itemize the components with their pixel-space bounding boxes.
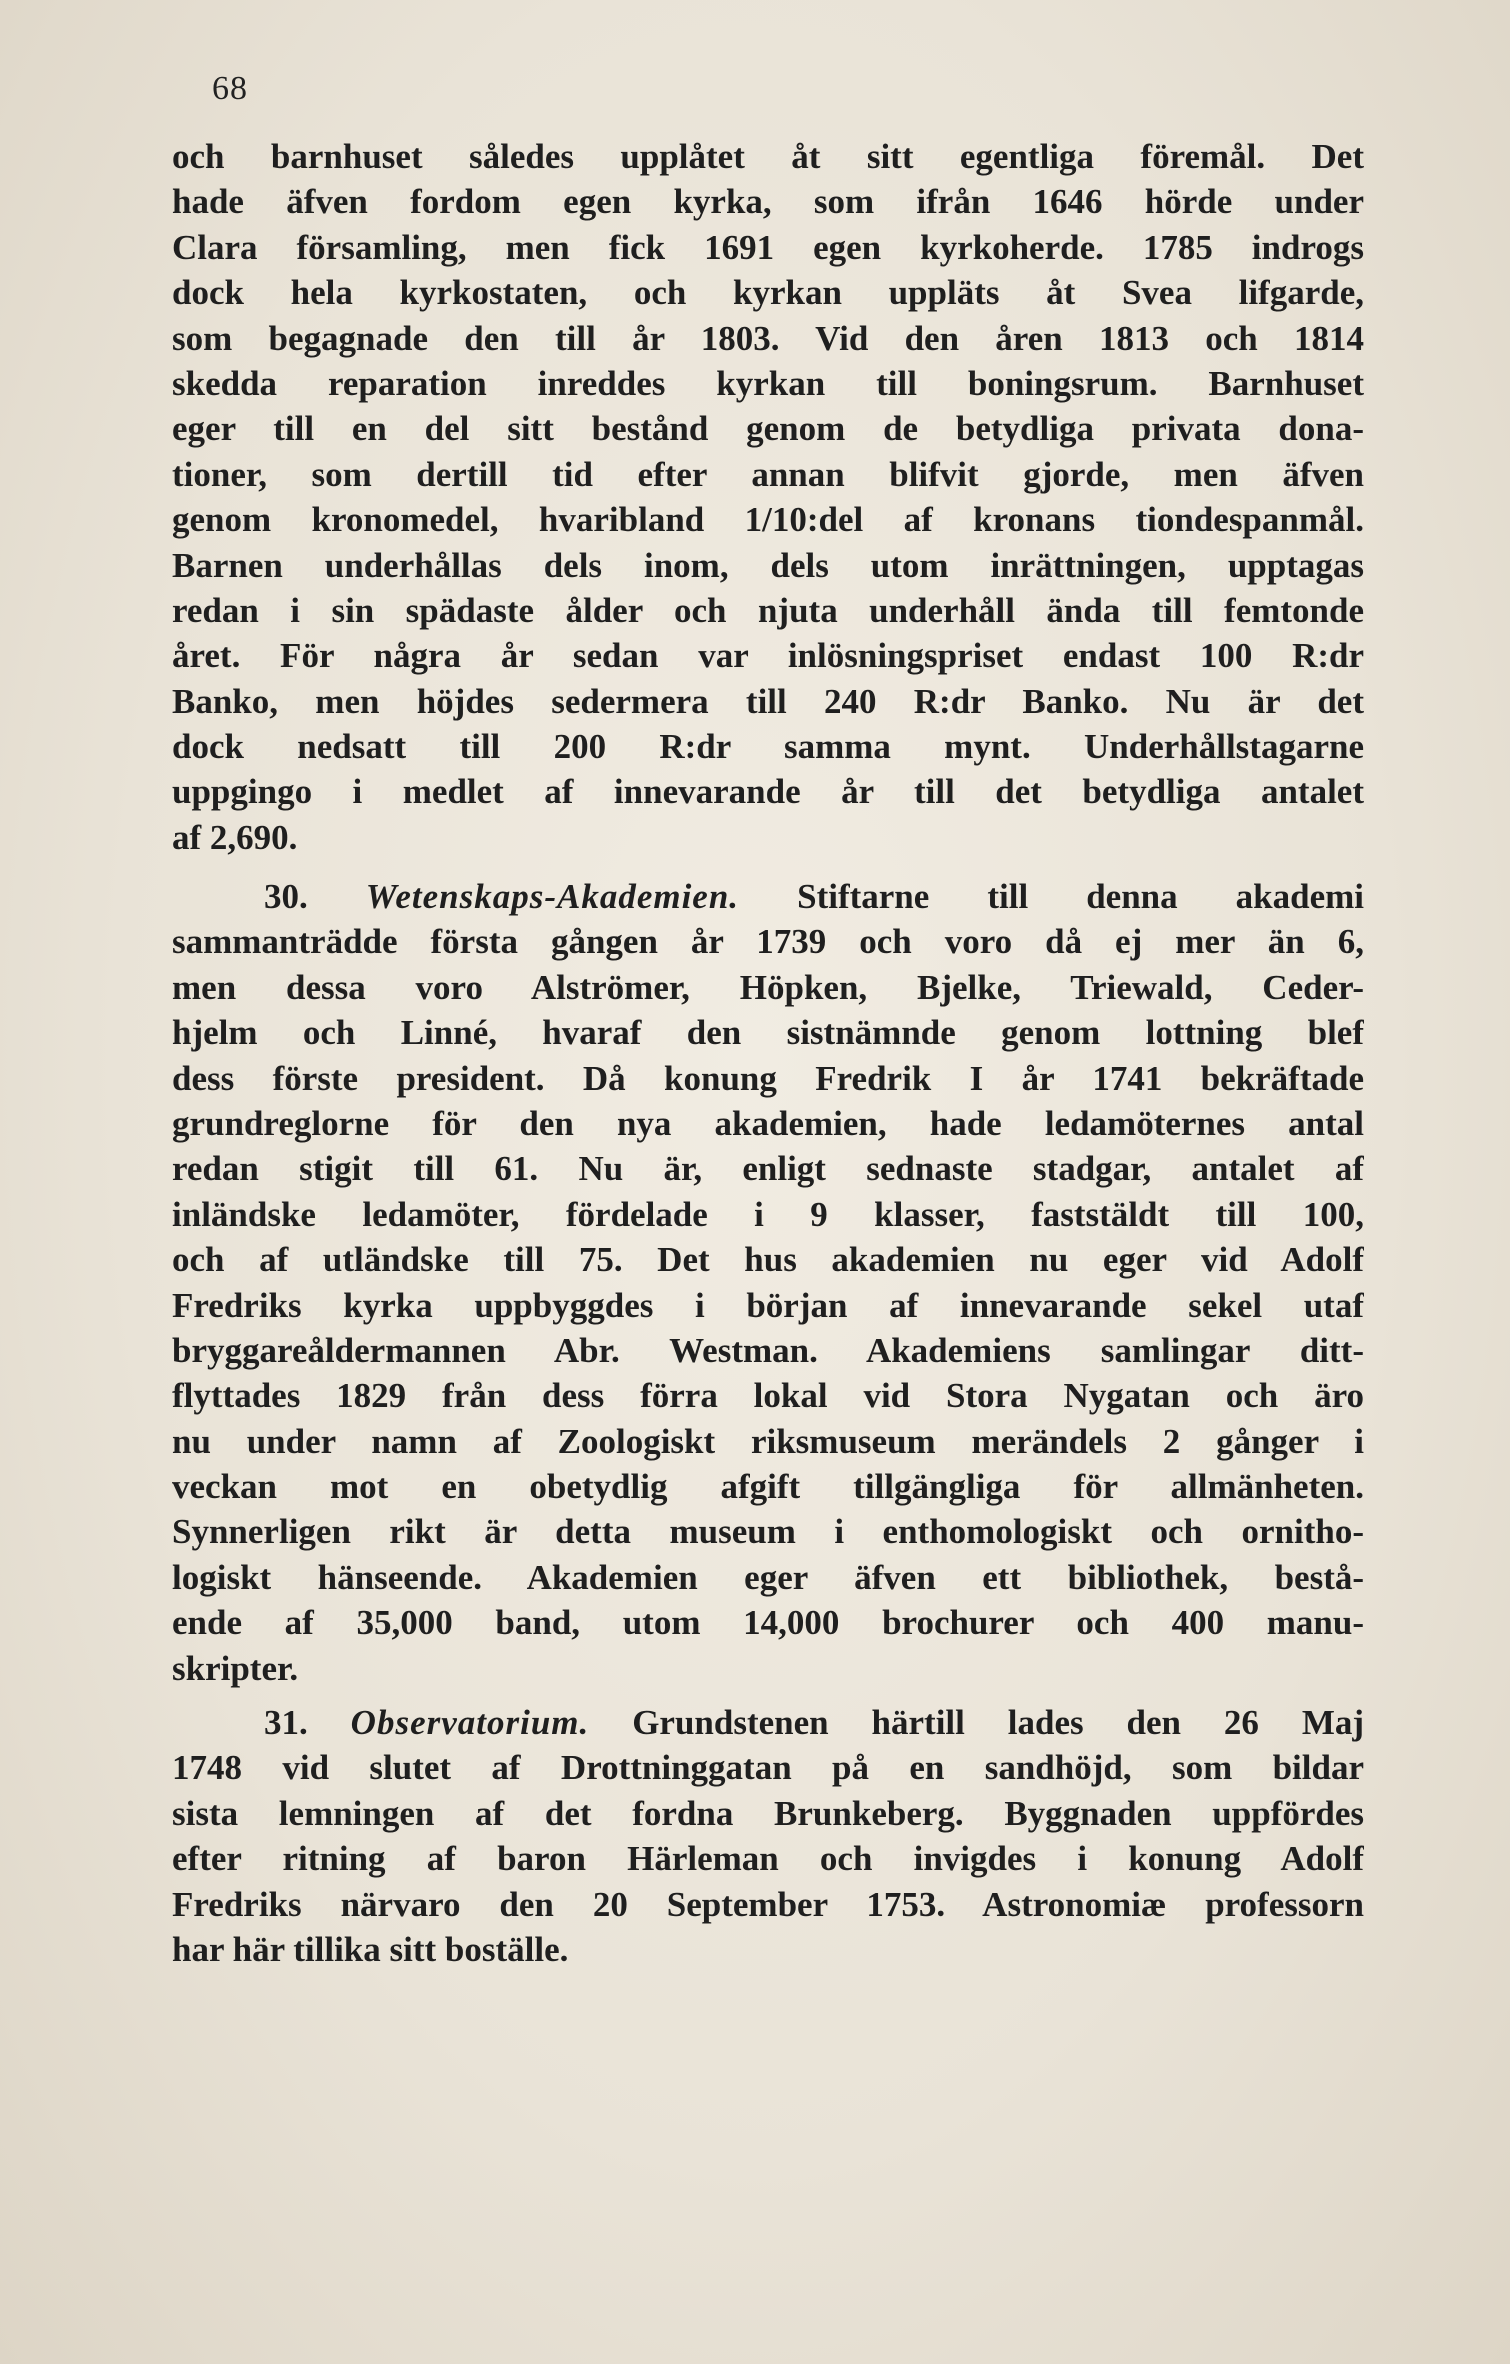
section-30-heading-line <box>172 874 1364 919</box>
section-31-observatorium <box>172 1700 1364 1972</box>
text-line: veckan mot en obetydlig afgift tillgängliga för allmänheten. <box>172 1467 1364 1507</box>
section-30-first-line-text: Stiftarne till denna akademi <box>797 877 1364 916</box>
text-line: inländske ledamöter, fördelade i 9 klasser, faststäldt till 100, <box>172 1194 1364 1234</box>
text-line: Barnen underhållas dels inom, dels utom inrättningen, upptagas <box>172 545 1364 585</box>
text-line: Fredriks närvaro den 20 September 1753. Astronomiæ professorn <box>172 1884 1364 1924</box>
text-line: Banko, men höjdes sedermera till 240 R:dr Banko. Nu är det <box>172 681 1364 721</box>
section-31-first-line-text: Grundstenen härtill lades den 26 Maj <box>632 1703 1364 1742</box>
text-line: som begagnade den till år 1803. Vid den åren 1813 och 1814 <box>172 318 1364 358</box>
text-line: redan stigit till 61. Nu är, enligt sednaste stadgar, antalet af <box>172 1149 1364 1189</box>
text-line: ende af 35,000 band, utom 14,000 brochurer och 400 manu- <box>172 1603 1364 1643</box>
paragraph-barnhuset <box>172 134 1364 860</box>
text-line: men dessa voro Alströmer, Höpken, Bjelke, Triewald, Ceder- <box>172 967 1364 1007</box>
text-line: och af utländske till 75. Det hus akademien nu eger vid Adolf <box>172 1240 1364 1280</box>
text-line: dock hela kyrkostaten, och kyrkan uppläts åt Svea lifgarde, <box>172 273 1364 313</box>
text-line: grundreglorne för den nya akademien, hade ledamöternes antal <box>172 1103 1364 1143</box>
text-line: Clara församling, men fick 1691 egen kyrkoherde. 1785 indrogs <box>172 227 1364 267</box>
section-31-heading-line <box>172 1700 1364 1745</box>
text-line: sista lemningen af det fordna Brunkeberg. Byggnaden uppfördes <box>172 1793 1364 1833</box>
section-30-title: Wetenskaps-Akademien. <box>365 877 740 916</box>
text-line: efter ritning af baron Härleman och invigdes i konung Adolf <box>172 1839 1364 1879</box>
text-line: har här tillika sitt boställe. <box>172 1929 569 1969</box>
section-30-wetenskaps-akademien <box>172 874 1364 1691</box>
text-line: Fredriks kyrka uppbyggdes i början af innevarande sekel utaf <box>172 1285 1364 1325</box>
text-line: logiskt hänseende. Akademien eger äfven ett bibliothek, bestå- <box>172 1557 1364 1597</box>
text-line: nu under namn af Zoologiskt riksmuseum merändels 2 gånger i <box>172 1421 1364 1461</box>
section-30-body <box>172 919 1364 1691</box>
text-line: flyttades 1829 från dess förra lokal vid Stora Nygatan och äro <box>172 1376 1364 1416</box>
section-30-number: 30. <box>264 877 308 916</box>
text-line: skedda reparation inreddes kyrkan till boningsrum. Barnhuset <box>172 363 1364 403</box>
text-line: hjelm och Linné, hvaraf den sistnämnde genom lottning blef <box>172 1013 1364 1053</box>
text-line: dock nedsatt till 200 R:dr samma mynt. Underhållstagarne <box>172 727 1364 767</box>
text-line: Synnerligen rikt är detta museum i enthomologiskt och ornitho- <box>172 1512 1364 1552</box>
text-line: skripter. <box>172 1648 299 1688</box>
text-line: och barnhuset således upplåtet åt sitt egentliga föremål. Det <box>172 137 1364 176</box>
text-line: af 2,690. <box>172 817 298 857</box>
text-line: tioner, som dertill tid efter annan blifvit gjorde, men äfven <box>172 454 1364 494</box>
text-line: 1748 vid slutet af Drottninggatan på en sandhöjd, som bildar <box>172 1748 1364 1788</box>
text-line: redan i sin spädaste ålder och njuta underhåll ända till femtonde <box>172 590 1364 630</box>
section-31-body <box>172 1745 1364 1972</box>
text-line: hade äfven fordom egen kyrka, som ifrån 1646 hörde under <box>172 182 1364 222</box>
text-line: bryggareåldermannen Abr. Westman. Akademiens samlingar ditt- <box>172 1330 1364 1370</box>
page-number: 68 <box>212 70 248 107</box>
text-line: sammanträdde första gången år 1739 och voro då ej mer än 6, <box>172 922 1364 962</box>
text-line: eger till en del sitt bestånd genom de betydliga privata dona- <box>172 409 1364 449</box>
text-line: dess förste president. Då konung Fredrik I år 1741 bekräftade <box>172 1058 1364 1098</box>
section-31-title: Observatorium. <box>350 1703 590 1742</box>
section-31-number: 31. <box>264 1703 308 1742</box>
text-line: genom kronomedel, hvaribland 1/10:del af kronans tiondespanmål. <box>172 500 1364 540</box>
text-line: året. För några år sedan var inlösningspriset endast 100 R:dr <box>172 636 1364 676</box>
text-line: uppgingo i medlet af innevarande år till det betydliga antalet <box>172 772 1364 812</box>
